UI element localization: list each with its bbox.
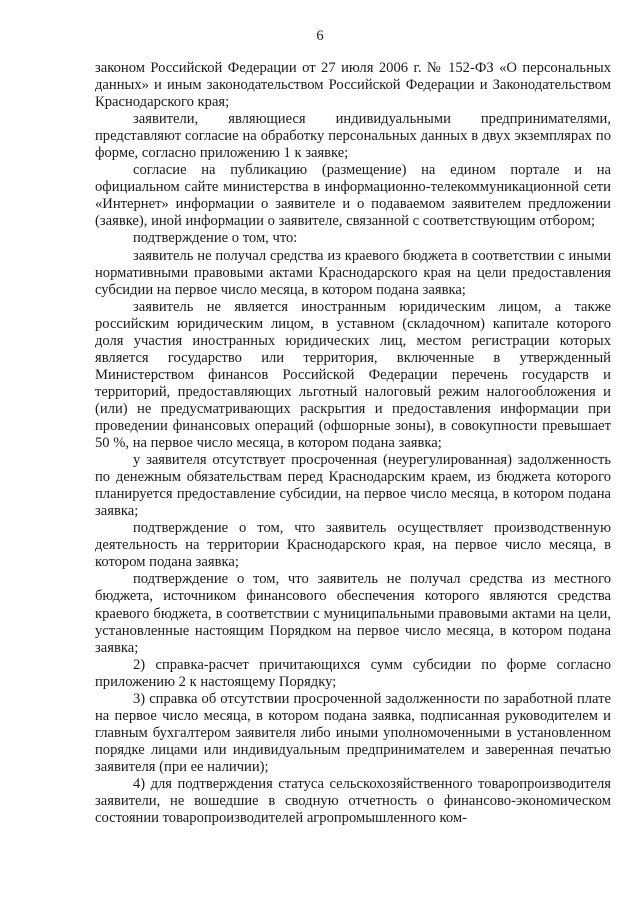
paragraph: 3) справка об отсутствии просроченной задолженности по заработной плате на первое число месяца, в котором подана заявка, подписанная руководителем и главным бухгалтером заявителя либо иными уполномоченными в установленном порядке лицами или индивидуальным предпринимателем и заверенная печатью заявителя (при ее наличии); xyxy=(95,690,611,775)
paragraph: у заявителя отсутствует просроченная (неурегулированная) задолженность по денежным обязательствам перед Краснодарским краем, из бюджета которого планируется предоставление субсидии, на первое число месяца, в котором подана заявка; xyxy=(95,452,611,520)
paragraph: согласие на публикацию (размещение) на едином портале и на официальном сайте министерства в информационно-телекоммуникационной сети «Интернет» информации о заявителе и о подаваемом заявителем предложении (заявке), иной информации о заявителе, связанной с соответствующим отбором; xyxy=(95,162,611,230)
paragraph: 2) справка-расчет причитающихся сумм субсидии по форме согласно приложению 2 к настоящему Порядку; xyxy=(95,656,611,690)
paragraph: заявитель не получал средства из краевого бюджета в соответствии с иными нормативными правовыми актами Краснодарского края на цели предоставления субсидии на первое число месяца, в котором подана заявка; xyxy=(95,247,611,298)
paragraph: 4) для подтверждения статуса сельскохозяйственного товаропроизводителя заявители, не вошедшие в сводную отчетность о финансово-экономическом состоянии товаропроизводителей агропромышленного ком- xyxy=(95,775,611,827)
paragraph: подтверждение о том, что: xyxy=(133,230,298,247)
document-body xyxy=(95,60,611,827)
paragraph: подтверждение о том, что заявитель осуществляет производственную деятельность на территории Краснодарского края, на первое число месяца, в котором подана заявка; xyxy=(95,520,611,571)
page-number: 6 xyxy=(316,28,324,44)
paragraph: заявители, являющиеся индивидуальными предпринимателями, представляют согласие на обработку персональных данных в двух экземплярах по форме, согласно приложению 1 к заявке; xyxy=(95,111,611,162)
paragraph: заявитель не является иностранным юридическим лицом, а также российским юридическим лицом, в уставном (складочном) капитале которого доля участия иностранных юридических лиц, местом регистрации которых является государство или территория, включенные в утвержденный Министерством финансов Российской Федерации перечень государств и территорий, предоставляющих льготный налоговый режим налогообложения и (или) не предусматривающих раскрытия и предоставления информации при проведении финансовых операций (офшорные зоны), в совокупности превышает 50 %, на первое число месяца, в котором подана заявка; xyxy=(95,298,611,452)
paragraph: законом Российской Федерации от 27 июля 2006 г. № 152-ФЗ «О персональных данных» и иным законодательством Российской Федерации и Законодательством Краснодарского края; xyxy=(95,60,611,111)
paragraph: подтверждение о том, что заявитель не получал средства из местного бюджета, источником финансового обеспечения которого являются средства краевого бюджета, в соответствии с муниципальными правовыми актами на цели, установленные настоящим Порядком на первое число месяца, в котором подана заявка; xyxy=(95,571,611,656)
